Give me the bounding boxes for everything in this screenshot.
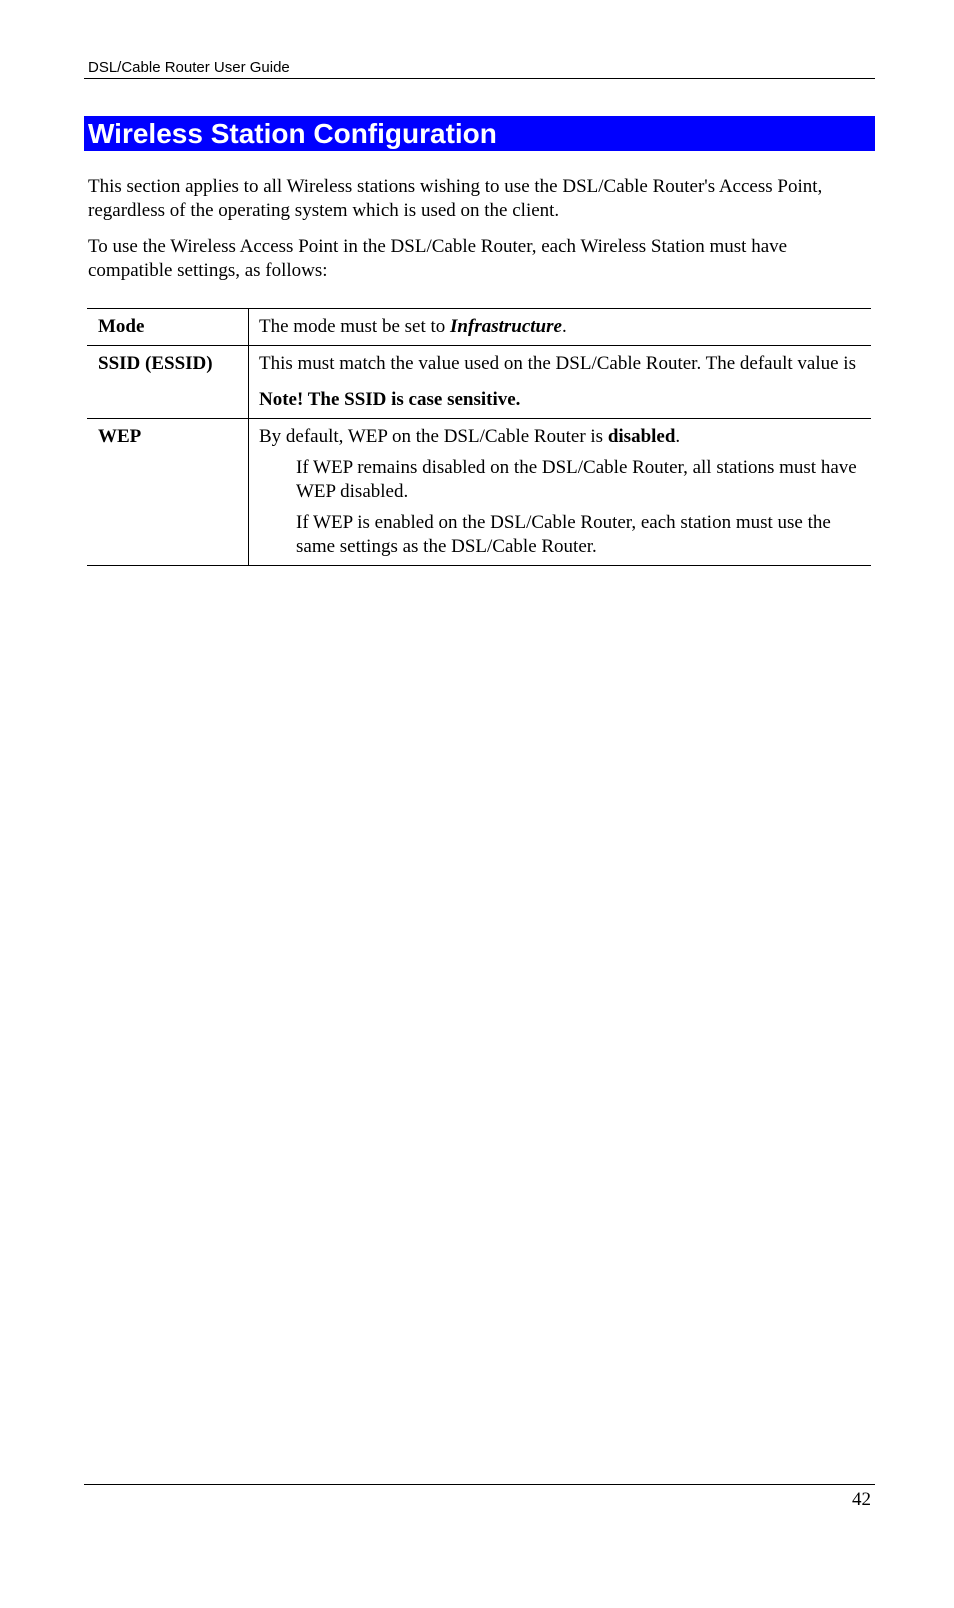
section-title: Wireless Station Configuration (84, 116, 875, 151)
wep-item-disabled: If WEP remains disabled on the DSL/Cable Router, all stations must have WEP disabled. (296, 457, 857, 502)
row-value-wep (249, 419, 872, 566)
table-row-ssid (87, 346, 871, 419)
row-value-ssid (249, 346, 872, 419)
row-value-mode (249, 309, 872, 346)
mode-text: The mode must be set to (259, 316, 451, 337)
wep-item-enabled: If WEP is enabled on the DSL/Cable Router, each station must use the same settings as the DSL/Cable Router. (296, 512, 831, 557)
wep-text-end: . (675, 426, 681, 447)
running-header: DSL/Cable Router User Guide (84, 57, 875, 79)
table-row-mode (87, 309, 871, 346)
ssid-note: Note! The SSID is case sensitive. (259, 389, 521, 410)
row-label-mode: Mode (87, 309, 249, 346)
settings-intro-paragraph: To use the Wireless Access Point in the DSL/Cable Router, each Wireless Station must have compatible settings, as follows: (88, 236, 788, 281)
wep-emphasis: disabled (607, 426, 676, 447)
station-settings-table (87, 308, 871, 566)
row-label-wep: WEP (87, 419, 249, 566)
intro-paragraph: This section applies to all Wireless stations wishing to use the DSL/Cable Router's Access Point, regardless of the operating system which is used on the client. (88, 176, 823, 221)
wep-text: By default, WEP on the DSL/Cable Router is (259, 426, 608, 447)
mode-text-end: . (561, 316, 567, 337)
mode-emphasis: Infrastructure (450, 316, 562, 337)
table-row-wep (87, 419, 871, 566)
wep-default-text (259, 425, 861, 449)
ssid-description: This must match the value used on the DSL/Cable Router. The default value is (259, 353, 856, 374)
page-number: 42 (84, 1484, 875, 1512)
row-label-ssid: SSID (ESSID) (87, 346, 249, 419)
